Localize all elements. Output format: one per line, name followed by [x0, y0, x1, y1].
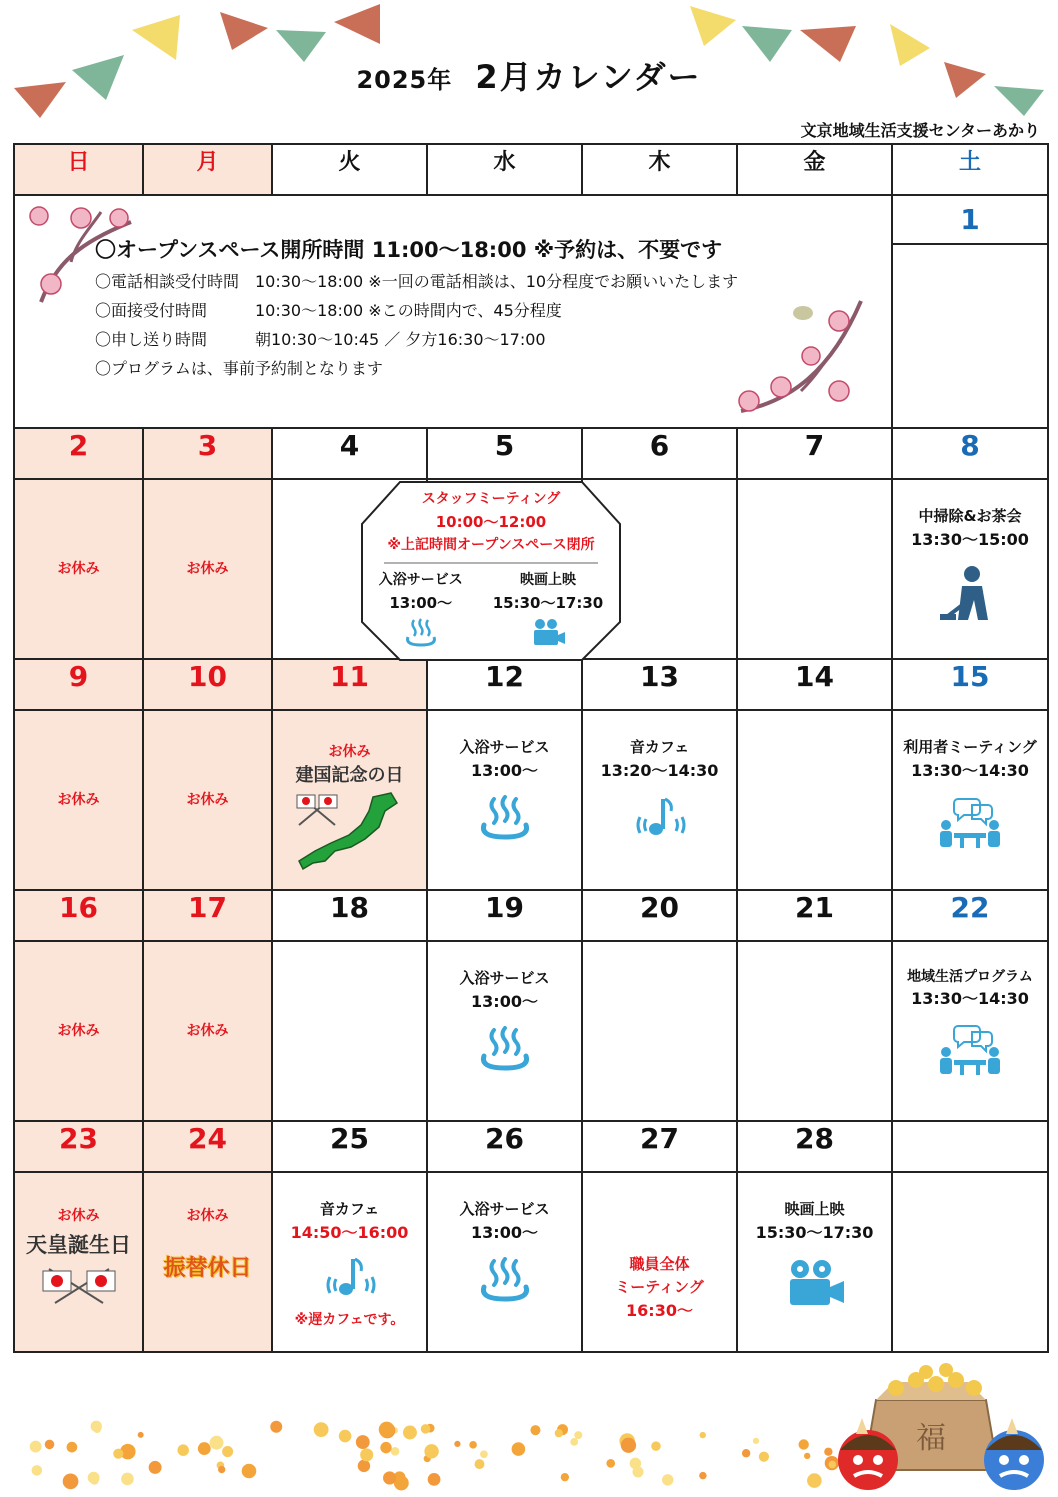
weekday-header-row [14, 144, 1048, 195]
event-title: 音カフェ [629, 738, 690, 756]
program-note: 〇プログラムは、事前予約制となります [95, 359, 383, 378]
handover-hours: 〇申し送り時間 朝10:30～10:45 ／ 夕方16:30～17:00 [95, 330, 546, 349]
day-2-cell [14, 479, 143, 659]
staff-meeting-afternoon [360, 569, 622, 655]
closed-label: お休み [186, 1208, 229, 1224]
date-14: 14 [737, 659, 892, 710]
hot-spring-icon [404, 617, 438, 647]
date-4: 4 [272, 428, 427, 479]
holiday-name: 天皇誕生日 [26, 1233, 131, 1257]
weekday-wed: 水 [427, 144, 582, 195]
day-1-cell [892, 244, 1048, 428]
bath-time: 13:00～ [389, 594, 453, 612]
day-11-cell [272, 710, 427, 890]
weekday-fri: 金 [737, 144, 892, 195]
event-bath-service [428, 735, 581, 783]
date-9: 9 [14, 659, 143, 710]
event-cleaning-tea [893, 504, 1047, 552]
weekday-thu: 木 [582, 144, 737, 195]
decor-dot [700, 1432, 706, 1438]
decor-dot [574, 1431, 582, 1439]
date-7: 7 [737, 428, 892, 479]
weekday-tue: 火 [272, 144, 427, 195]
info-text [95, 236, 738, 383]
organization-name: 文京地域生活支援センターあかり [800, 121, 1040, 140]
day-24-cell [143, 1172, 272, 1352]
decor-dot [632, 1466, 643, 1477]
music-note-icon [322, 1255, 378, 1299]
decor-dot [314, 1422, 329, 1437]
weekday-sat: 土 [892, 144, 1048, 195]
hot-spring-icon [478, 795, 532, 841]
cleaning-person-icon [938, 564, 1002, 626]
decor-dot [421, 1424, 431, 1434]
date-26: 26 [427, 1121, 582, 1172]
date-20: 20 [582, 890, 737, 941]
decor-dot [380, 1442, 391, 1453]
decor-dot [403, 1426, 417, 1440]
event-music-cafe [273, 1197, 426, 1245]
decor-dot [358, 1460, 370, 1472]
event-time: 16:30～ [626, 1301, 693, 1320]
date-6: 6 [582, 428, 737, 479]
date-5: 5 [427, 428, 582, 479]
title-month: 2月カレンダー [475, 58, 702, 96]
date-22: 22 [892, 890, 1048, 941]
day-19-cell [427, 941, 582, 1121]
decor-dot [67, 1442, 78, 1453]
decor-dot [570, 1438, 578, 1446]
event-title: 入浴サービス [459, 969, 550, 987]
decor-dot [149, 1461, 162, 1474]
event-movie [738, 1197, 891, 1245]
event-time: 13:30～14:30 [911, 761, 1029, 780]
event-bath-service [428, 1197, 581, 1245]
decor-dot [383, 1471, 396, 1484]
decor-dot [210, 1436, 224, 1450]
closed-label: お休み [57, 792, 100, 808]
staff-meeting-title: スタッフミーティング [421, 491, 561, 507]
day-16-cell [14, 941, 143, 1121]
closed-label: お休み [57, 1208, 100, 1224]
decor-dot [454, 1441, 460, 1447]
event-title-2: ミーティング [615, 1278, 704, 1296]
day-23-cell [14, 1172, 143, 1352]
decor-dot [759, 1452, 769, 1462]
event-time: 13:00～ [471, 761, 538, 780]
event-title: 映画上映 [784, 1200, 845, 1218]
date-28: 28 [737, 1121, 892, 1172]
decor-dot [699, 1472, 706, 1479]
dots-decoration [20, 1405, 850, 1495]
movie-time: 15:30～17:30 [492, 594, 604, 612]
day-18-cell [272, 941, 427, 1121]
event-time: 14:50～16:00 [290, 1223, 409, 1242]
decor-dot [804, 1453, 810, 1459]
decor-dot [742, 1449, 750, 1457]
staff-meeting-note: ※上記時間オープンスペース閉所 [387, 537, 595, 553]
day-22-cell [892, 941, 1048, 1121]
meeting-icon [938, 1022, 1002, 1078]
weekday-sun: 日 [14, 144, 143, 195]
decor-dot [32, 1465, 43, 1476]
plum-blossom-icon [731, 291, 881, 421]
movie-camera-icon [784, 1257, 846, 1309]
decor-dot [428, 1473, 441, 1486]
decor-dot [198, 1442, 211, 1455]
decor-dot [829, 1461, 837, 1469]
oni-and-bean-box-icon [836, 1360, 1046, 1495]
event-time: 13:20～14:30 [600, 761, 719, 780]
decor-dot [475, 1459, 485, 1469]
date-12: 12 [427, 659, 582, 710]
decor-dot [379, 1422, 395, 1438]
info-box [14, 195, 892, 428]
decor-dot [356, 1435, 370, 1449]
decor-dot [93, 1425, 101, 1433]
staff-meeting-time: 10:00～12:00 [435, 513, 547, 531]
bean-box-char: 福 [916, 1421, 946, 1456]
event-music-cafe [583, 735, 736, 783]
decor-dot [222, 1446, 233, 1457]
date-13: 13 [582, 659, 737, 710]
decor-dot [651, 1441, 661, 1451]
date-2: 2 [14, 428, 143, 479]
event-title: 中掃除&お茶会 [918, 507, 1022, 525]
bath-label: 入浴サービス [378, 572, 463, 588]
event-time: 13:30～14:30 [911, 989, 1029, 1008]
week-3-events [14, 710, 1048, 890]
decor-dot [555, 1429, 563, 1437]
decor-dot [807, 1473, 822, 1488]
date-1: 1 [892, 195, 1048, 244]
day-3-cell [143, 479, 272, 659]
decor-dot [824, 1448, 832, 1456]
day-14-cell [737, 710, 892, 890]
day-26-cell [427, 1172, 582, 1352]
week-4-events [14, 941, 1048, 1121]
date-17: 17 [143, 890, 272, 941]
day-12-cell [427, 710, 582, 890]
date-11: 11 [272, 659, 427, 710]
date-empty [892, 1121, 1048, 1172]
music-note-icon [632, 795, 688, 839]
decor-dot [391, 1447, 400, 1456]
closed-label: お休み [328, 744, 371, 760]
decor-dot [113, 1449, 123, 1459]
event-time: 15:30～17:30 [755, 1223, 874, 1242]
decor-dot [561, 1473, 569, 1481]
event-time: 13:00～ [471, 1223, 538, 1242]
week-2-dates [14, 428, 1048, 479]
meeting-icon [938, 795, 1002, 851]
event-user-meeting [893, 735, 1047, 783]
title-year: 2025年 [356, 66, 453, 94]
day-13-cell [582, 710, 737, 890]
date-15: 15 [892, 659, 1048, 710]
date-23: 23 [14, 1121, 143, 1172]
holiday-name: 建国記念の日 [295, 765, 404, 786]
decor-dot [530, 1425, 540, 1435]
decor-dot [606, 1459, 615, 1468]
afternoon-bath [379, 569, 463, 655]
day-15-cell [892, 710, 1048, 890]
decor-dot [138, 1432, 144, 1438]
decor-dot [662, 1474, 673, 1485]
closed-label: お休み [57, 561, 100, 577]
japan-map-flags-icon [295, 791, 405, 875]
decor-dot [218, 1466, 225, 1473]
event-title: 職員全体 [629, 1255, 690, 1273]
event-title: 利用者ミーティング [903, 738, 1037, 756]
hot-spring-icon [478, 1026, 532, 1072]
phone-consultation-hours: 〇電話相談受付時間 10:30～18:00 ※一回の電話相談は、10分程度でお願いいたします [95, 272, 739, 291]
interview-hours: 〇面接受付時間 10:30～18:00 ※この時間内で、45分程度 [95, 301, 562, 320]
decor-dot [45, 1440, 55, 1450]
closed-label: お休み [57, 1023, 100, 1039]
date-27: 27 [582, 1121, 737, 1172]
decor-dot [177, 1444, 189, 1456]
event-bath-service [428, 966, 581, 1014]
event-note: ※遅カフェです。 [294, 1312, 405, 1328]
decor-dot [753, 1438, 759, 1444]
date-18: 18 [272, 890, 427, 941]
holiday-name: 振替休日 [163, 1256, 252, 1281]
closed-label: お休み [186, 1023, 229, 1039]
day-10-cell [143, 710, 272, 890]
decor-dot [121, 1473, 134, 1486]
decor-dot [270, 1421, 282, 1433]
date-19: 19 [427, 890, 582, 941]
decor-dot [424, 1444, 438, 1458]
date-3: 3 [143, 428, 272, 479]
page-title [0, 52, 1058, 98]
date-8: 8 [892, 428, 1048, 479]
decor-dot [30, 1441, 42, 1453]
decor-dot [90, 1476, 98, 1484]
movie-camera-icon [530, 617, 566, 647]
week-5-dates [14, 1121, 1048, 1172]
week-4-dates [14, 890, 1048, 941]
afternoon-movie [493, 569, 604, 655]
date-24: 24 [143, 1121, 272, 1172]
week-5-events [14, 1172, 1048, 1352]
day-7-cell [737, 479, 892, 659]
decor-dot [242, 1464, 257, 1479]
decor-dot [469, 1441, 477, 1449]
event-time: 13:00～ [471, 992, 538, 1011]
date-16: 16 [14, 890, 143, 941]
movie-label: 映画上映 [520, 572, 576, 588]
date-21: 21 [737, 890, 892, 941]
week-3-dates [14, 659, 1048, 710]
event-title: 地域生活プログラム [907, 969, 1033, 985]
day-27-cell [582, 1172, 737, 1352]
crossed-flags-icon [41, 1265, 117, 1305]
decor-dot [63, 1473, 79, 1489]
day-empty-cell [892, 1172, 1048, 1352]
decor-dot [621, 1438, 636, 1453]
decor-dot [339, 1430, 352, 1443]
day-9-cell [14, 710, 143, 890]
weekday-mon: 月 [143, 144, 272, 195]
closed-label: お休み [186, 792, 229, 808]
date-25: 25 [272, 1121, 427, 1172]
event-staff-meeting [583, 1253, 736, 1322]
staff-meeting-text [360, 488, 622, 655]
calendar-table [13, 143, 1049, 1353]
day-21-cell [737, 941, 892, 1121]
date-10: 10 [143, 659, 272, 710]
event-time: 13:30～15:00 [911, 530, 1029, 549]
decor-dot [360, 1448, 373, 1461]
decor-dot [512, 1442, 526, 1456]
day-28-cell [737, 1172, 892, 1352]
decor-dot [480, 1450, 488, 1458]
event-title: 入浴サービス [459, 1200, 550, 1218]
day-17-cell [143, 941, 272, 1121]
event-title: 入浴サービス [459, 738, 550, 756]
decor-dot [799, 1439, 809, 1449]
closed-label: お休み [186, 561, 229, 577]
hot-spring-icon [478, 1257, 532, 1303]
day-8-cell [892, 479, 1048, 659]
day-25-cell [272, 1172, 427, 1352]
day-20-cell [582, 941, 737, 1121]
event-community-program [893, 966, 1047, 1010]
event-title: 音カフェ [319, 1200, 380, 1218]
open-space-hours: 〇オープンスペース開所時間 11:00～18:00 ※予約は、不要です [95, 238, 723, 262]
